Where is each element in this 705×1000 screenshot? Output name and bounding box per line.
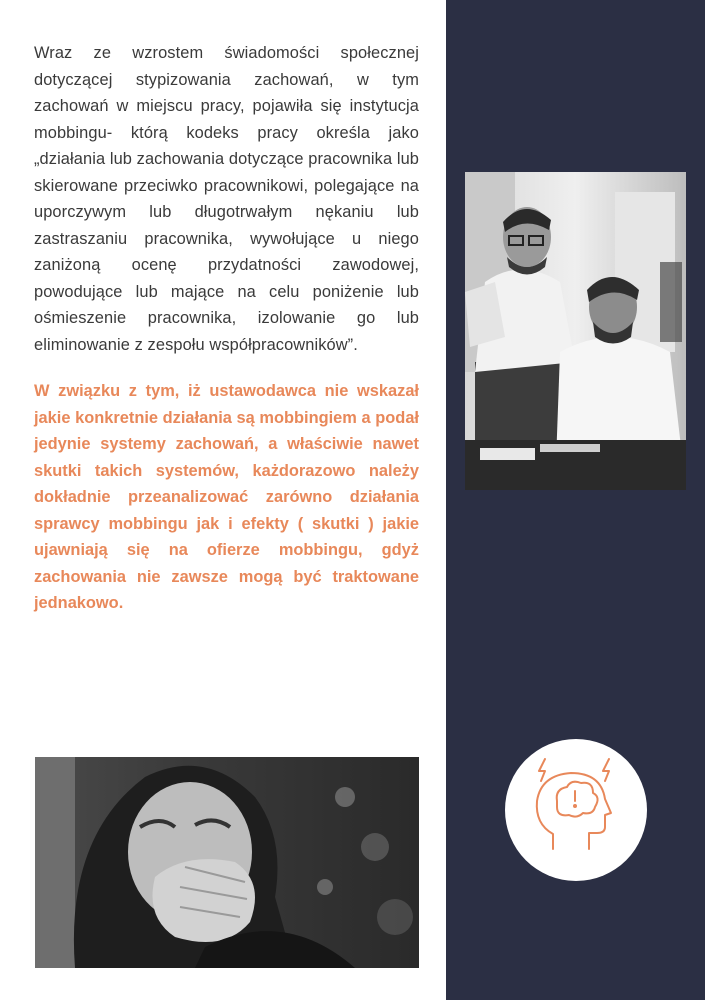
office-photo — [465, 172, 686, 490]
woman-photo — [35, 757, 419, 968]
photo-two-men-shouting-office — [465, 172, 686, 490]
body-paragraph: Wraz ze wzrostem świadomości społecznej dotyczącej stypizowania zachowań, w tym zachowań w miejscu pracy, pojawiła się instytucja mobbingu- którą kodeks pracy określa jako „działania lub zachowania dotyczące pracownika lub skierowane przeciwko pracownikowi, polegające na uporczywym lub długotrwałym nękaniu lub zastraszaniu pracownika, wywołujące u niego zaniżoną ocenę przydatności zawodowej, powodujące lub mające na celu poniżenie lub ośmieszenie pracownika, izolowanie go lub eliminowanie z zespołu współpracowników”. — [34, 44, 419, 354]
photo-woman-covering-mouth — [35, 757, 419, 968]
highlighted-paragraph: W związku z tym, iż ustawodawca nie wskazał jakie konkretnie działania są mobbingiem a podał jedynie systemy zachowań, a właściwie nawet skutki takich systemów, każdorazowo należy dokładnie przeanalizować zarówno działania sprawcy mobbingu jak i efekty ( skutki ) jakie ujawniają się na ofierze mobbingu, gdyż zachowania nie zawsze mogą być traktowane jednakowo. — [34, 382, 419, 612]
stressed-head-icon — [505, 739, 647, 881]
text-column — [34, 40, 419, 617]
icon-circle — [505, 739, 647, 881]
